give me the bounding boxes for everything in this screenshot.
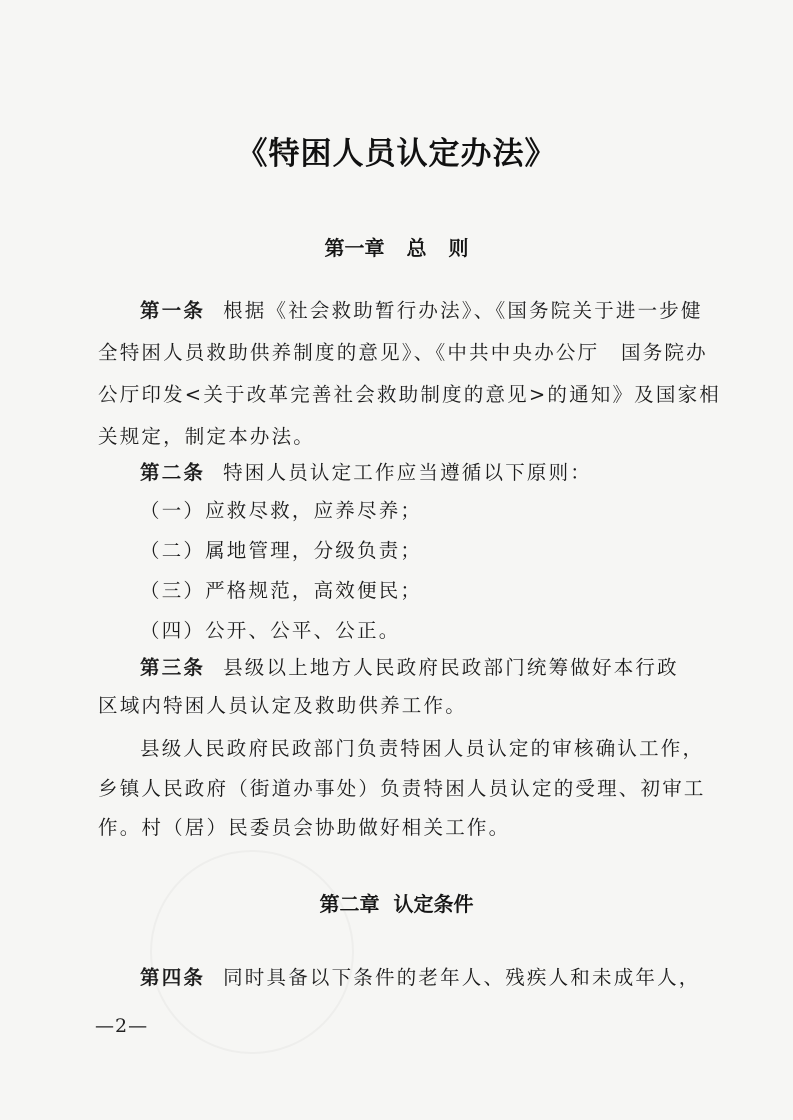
article-2-item-1: （一）应救尽救，应养尽养；	[140, 499, 423, 522]
chapter-1-name-a: 总	[406, 236, 427, 260]
article-3-para-2-line-2: 乡镇人民政府（街道办事处）负责特困人员认定的受理、初审工	[98, 777, 706, 800]
article-4-lead: 第四条	[140, 966, 206, 989]
faded-seal	[150, 850, 354, 1054]
article-1-lead: 第一条	[140, 299, 206, 322]
article-2-item-2: （二）属地管理，分级负责；	[140, 539, 423, 562]
chapter-1-prefix: 第一章	[324, 236, 385, 260]
document-title: 《特困人员认定办法》	[236, 136, 557, 172]
chapter-1-name-b: 则	[448, 236, 469, 260]
article-1-line-1	[140, 298, 740, 324]
article-3-line-1	[140, 655, 740, 681]
article-3-para-2-line-3: 作。村（居）民委员会协助做好相关工作。	[98, 816, 511, 839]
article-3-text-1: 县级以上地方人民政府民政部门统筹做好本行政	[223, 656, 679, 679]
article-1-line-2: 全特困人员救助供养制度的意见》、《中共中央办公厅 国务院办	[98, 341, 708, 364]
article-3-para-2-line-1: 县级人民政府民政部门负责特困人员认定的审核确认工作，	[140, 737, 705, 760]
chapter-1-heading	[0, 232, 793, 261]
article-3-lead: 第三条	[140, 656, 206, 679]
chapter-2-prefix: 第二章	[319, 892, 380, 916]
article-2-line-1	[140, 460, 740, 486]
article-1-text-1: 根据《社会救助暂行办法》、《国务院关于进一步健	[223, 299, 703, 322]
page-number: —2—	[95, 1015, 149, 1037]
article-1-line-3: 公厅印发<关于改革完善社会救助制度的意见>的通知》及国家相	[98, 383, 721, 406]
article-4-line-1	[140, 965, 740, 991]
article-4-text-1: 同时具备以下条件的老年人、残疾人和未成年人，	[223, 966, 701, 989]
article-2-item-4: （四）公开、公平、公正。	[140, 619, 401, 642]
article-1-line-4: 关规定，制定本办法。	[98, 425, 316, 448]
article-2-item-3: （三）严格规范，高效便民；	[140, 579, 423, 602]
article-2-lead: 第二条	[140, 461, 206, 484]
article-3-line-2: 区域内特困人员认定及救助供养工作。	[98, 694, 467, 717]
chapter-2-name: 认定条件	[393, 892, 474, 916]
article-2-text-1: 特困人员认定工作应当遵循以下原则：	[223, 461, 593, 484]
chapter-2-heading	[0, 888, 793, 917]
